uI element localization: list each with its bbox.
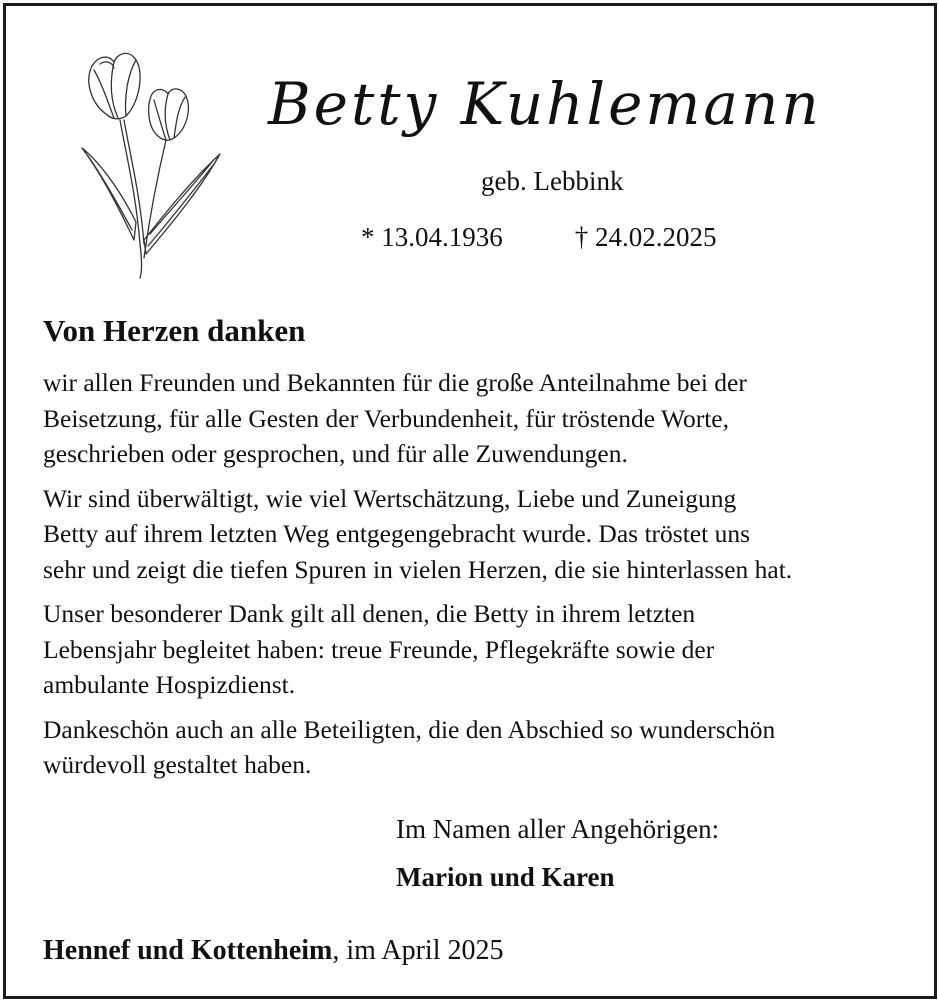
signature-intro: Im Namen aller Angehörigen: — [396, 814, 720, 844]
birth-date: * 13.04.1936 — [361, 222, 503, 252]
body-line: wir allen Freunden und Bekannten für die große Anteilnahme bei der — [43, 368, 747, 397]
obituary-card — [3, 3, 937, 999]
death-date: † 24.02.2025 — [574, 222, 717, 252]
tulip-drawing-icon — [74, 44, 224, 282]
issue-date: , im April 2025 — [332, 935, 504, 966]
body-line: geschrieben oder gesprochen, und für alle Zuwendungen. — [43, 439, 628, 468]
signature-names: Marion und Karen — [396, 862, 615, 892]
place-name: Hennef und Kottenheim — [43, 935, 333, 966]
paragraph-3 — [43, 596, 913, 703]
thanks-heading: Von Herzen danken — [43, 313, 306, 348]
paragraph-4 — [43, 712, 913, 783]
maiden-name: geb. Lebbink — [481, 166, 624, 196]
deceased-name: Betty Kuhlemann — [268, 70, 822, 138]
body-line: Unser besonderer Dank gilt all denen, die Betty in ihrem letzten — [43, 599, 696, 628]
body-line: würdevoll gestaltet haben. — [43, 750, 312, 779]
body-line: Dankeschön auch an alle Beteiligten, die den Abschied so wunderschön — [43, 714, 776, 744]
place-date-line — [43, 935, 503, 967]
thanks-body — [43, 365, 913, 792]
body-line: Beisetzung, für alle Gesten der Verbundenheit, für tröstende Worte, — [43, 403, 729, 433]
life-dates — [361, 222, 717, 253]
body-line: Wir sind überwältigt, wie viel Wertschätzung, Liebe und Zuneigung — [43, 483, 737, 513]
body-line: sehr und zeigt die tiefen Spuren in vielen Herzen, die sie hinterlassen hat. — [43, 554, 793, 584]
paragraph-1 — [43, 365, 913, 472]
body-line: ambulante Hospizdienst. — [43, 670, 296, 699]
paragraph-2 — [43, 481, 913, 588]
body-line: Lebensjahr begleitet haben: treue Freunde, Pflegekräfte sowie der — [43, 634, 715, 664]
body-line: Betty auf ihrem letzten Weg entgegengebracht wurde. Das tröstet uns — [43, 519, 750, 548]
